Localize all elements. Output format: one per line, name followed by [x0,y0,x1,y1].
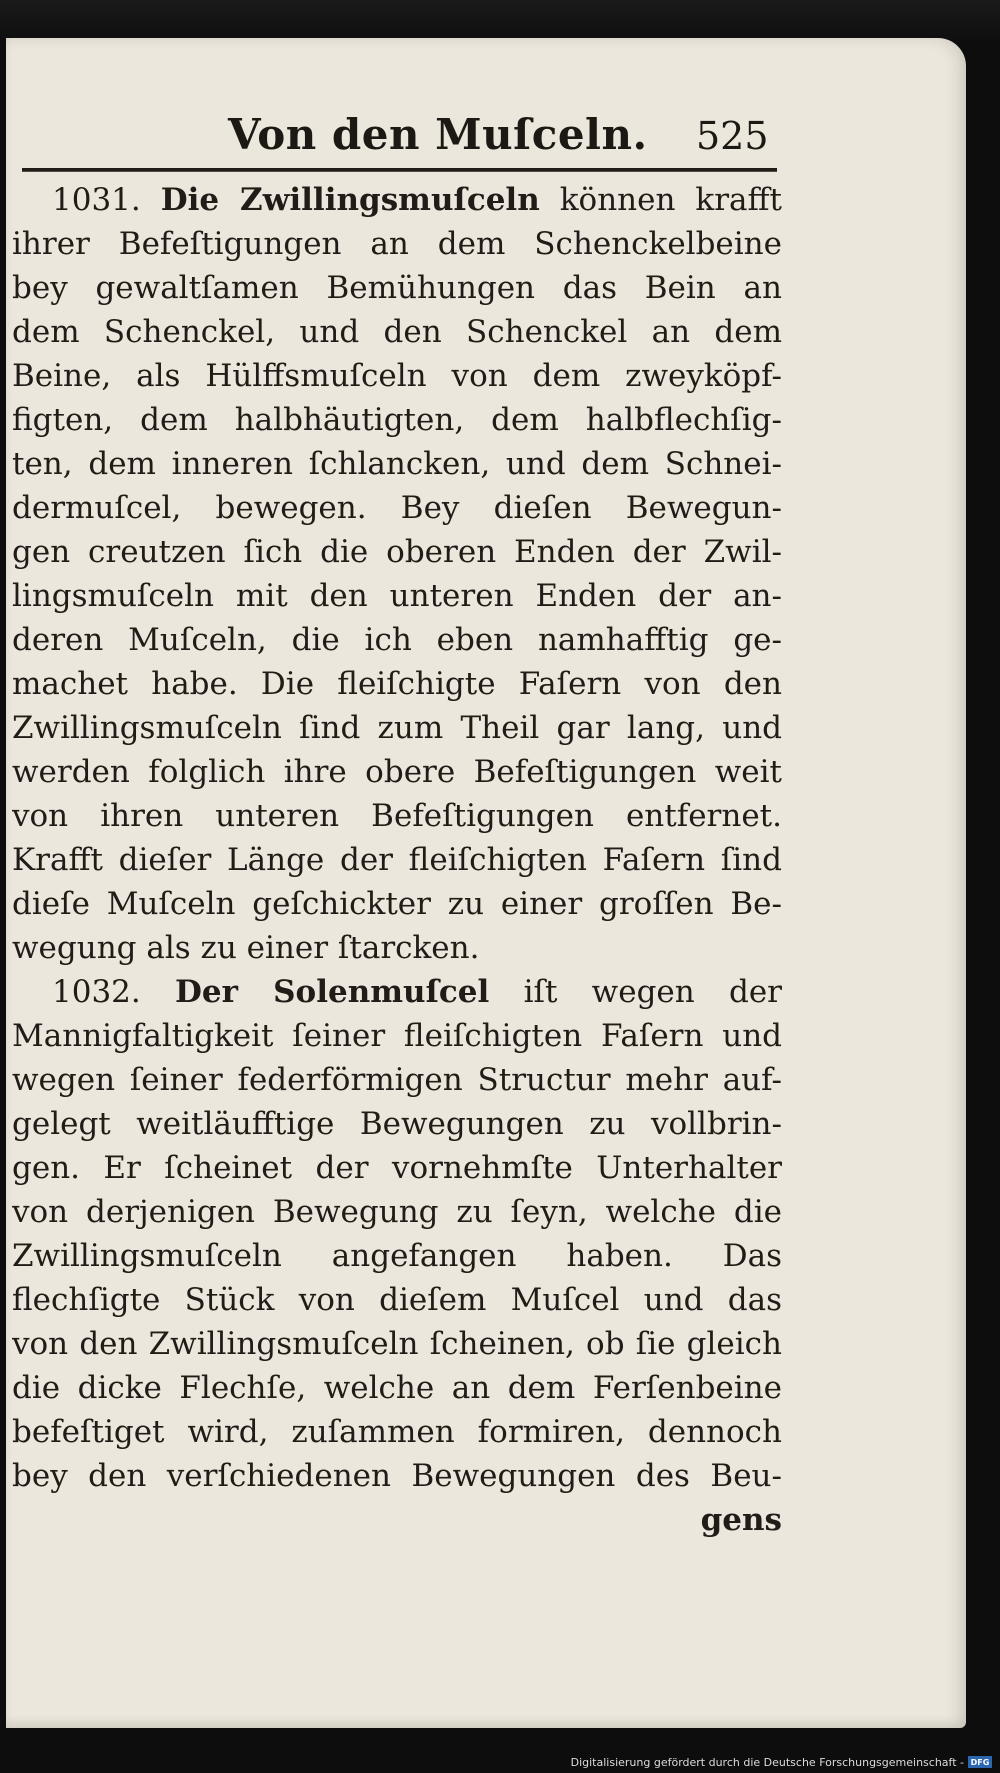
text-line: gen. Er ſcheinet der vornehmſte Unterhalter [12,1150,782,1186]
paragraph-number: 1031. [52,182,141,218]
catchword: gens [700,1502,782,1538]
text-line: flechſigte Stück von dieſem Muſcel und das [12,1282,782,1318]
text-line: dieſe Muſceln geſchickter zu einer groſſen Be- [12,886,782,922]
text-line: gelegt weitläufftige Bewegungen zu vollbrin- [12,1106,782,1142]
text-line: bey gewaltſamen Bemühungen das Bein an [12,270,782,306]
footer-credit: Digitalisierung gefördert durch die Deutsche Forschungsgemeinschaft - [570,1755,964,1769]
paragraph-lead: Die Zwillingsmuſceln [160,182,540,218]
text-line: können krafft [559,182,782,218]
text-line: ihrer Befeſtigungen an dem Schenckelbeine [12,226,782,262]
text-line: Beine, als Hülffsmuſceln von dem zweyköpf- [12,358,782,394]
page-header [6,110,966,174]
scan-background-top [0,0,1000,40]
body-text [12,178,782,1542]
text-line: Krafft dieſer Länge der fleiſchigten Faſern ſind [12,842,782,878]
text-line: dem Schenckel, und den Schenckel an dem [12,314,782,350]
digitization-footer [571,1752,992,1772]
text-line: lingsmuſceln mit den unteren Enden der an- [12,578,782,614]
text-line: von ihren unteren Befeſtigungen entfernet. [12,798,782,834]
text-line: die dicke Flechſe, welche an dem Ferſenbeine [12,1370,782,1406]
page-number: 525 [696,114,769,158]
text-line: dermuſcel, bewegen. Bey dieſen Bewegun- [12,490,782,526]
text-line: von derjenigen Bewegung zu ſeyn, welche die [12,1194,782,1230]
text-line: werden folglich ihre obere Befeſtigungen weit [12,754,782,790]
book-page [6,38,966,1728]
text-line: Mannigfaltigkeit ſeiner fleiſchigten Faſern und [12,1018,782,1054]
text-line: wegen ſeiner federförmigen Structur mehr auf- [12,1062,782,1098]
running-title: Von den Muſceln. [228,110,648,159]
text-line: Zwillingsmuſceln angefangen haben. Das [12,1238,782,1274]
dfg-logo-icon: DFG [968,1756,992,1768]
text-line: wegung als zu einer ſtarcken. [12,930,480,966]
text-line: deren Muſceln, die ich eben namhafftig ge- [12,622,782,658]
paragraph-1032-first-line [12,970,782,1014]
text-line: von den Zwillingsmuſceln ſcheinen, ob ſie gleich [12,1326,782,1362]
text-line: machet habe. Die fleiſchigte Faſern von den [12,666,782,702]
text-line: Zwillingsmuſceln ſind zum Theil gar lang, und [12,710,782,746]
paragraph-1031-first-line [12,178,782,222]
text-line: figten, dem halbhäutigten, dem halbflechſig- [12,402,782,438]
paragraph-lead: Der Solenmuſcel [175,974,490,1010]
text-line: gen creutzen ſich die oberen Enden der Zwil- [12,534,782,570]
text-line: ten, dem inneren ſchlancken, und dem Schnei- [12,446,782,482]
text-line: iſt wegen der [523,974,782,1010]
text-line: befeſtiget wird, zuſammen formiren, dennoch [12,1414,782,1450]
paragraph-number: 1032. [52,974,141,1010]
text-line: bey den verſchiedenen Bewegungen des Beu- [12,1458,782,1494]
header-rule [22,168,777,172]
